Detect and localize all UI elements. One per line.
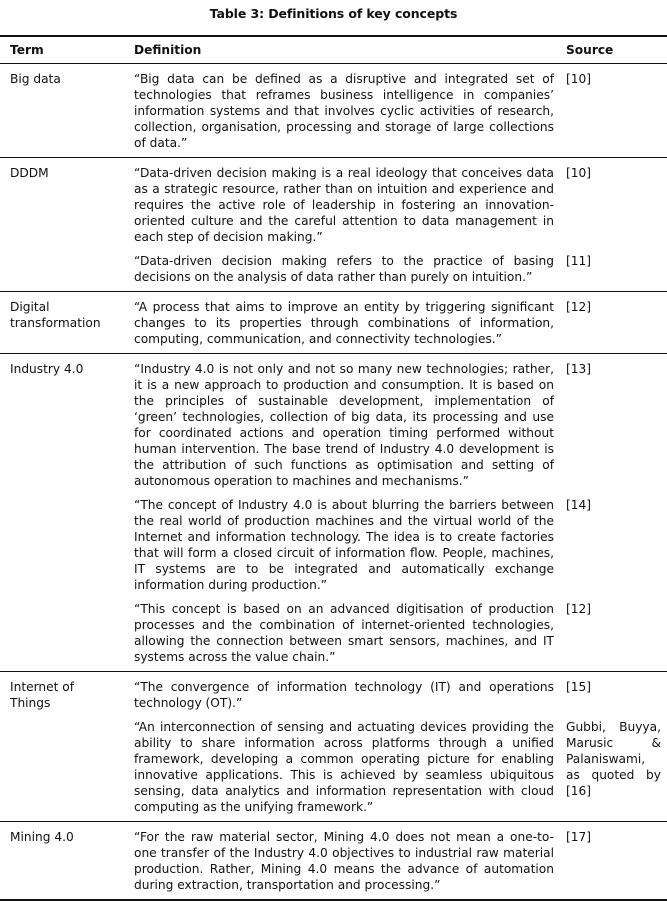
source-cell: [14]	[566, 498, 592, 512]
table-caption: Table 3: Definitions of key concepts	[209, 6, 458, 21]
row-group-big-data	[0, 64, 667, 158]
definition-cell: “The convergence of information technology (IT) and operations technology (OT).”	[134, 680, 554, 710]
table-header	[0, 36, 667, 64]
header-row	[0, 36, 667, 64]
term-cell: Big data	[10, 72, 61, 86]
row-group-industry-4-0	[0, 354, 667, 672]
source-cell: [17]	[566, 830, 592, 844]
row-group-dddm	[0, 158, 667, 292]
definition-cell: “Data-driven decision making is a real ideology that conceives data as a strategic resource, rather than on intuition and experience and requires the active role of leadership in fostering an innovation-oriented culture and the careful attention to data management in each step of decision making.”	[134, 166, 554, 244]
row-group-mining-4-0	[0, 822, 667, 901]
definition-cell: “Big data can be defined as a disruptive and integrated set of technologies that reframes business intelligence in companies’ information systems and that involves cyclic activities of research, collection, organisation, processing and storage of large collections of data.”	[134, 72, 554, 150]
table-row	[0, 672, 667, 712]
term-cell: Digital transformation	[10, 300, 101, 330]
term-cell: Internet of Things	[10, 680, 75, 710]
header-definition: Definition	[134, 43, 202, 57]
source-cell: [13]	[566, 362, 592, 376]
source-cell: Gubbi, Buyya, Marusic & Palaniswami, as quoted by [16]	[566, 720, 661, 798]
definition-cell: “Data-driven decision making refers to the practice of basing decisions on the analysis of data rather than purely on intuition.”	[134, 254, 554, 284]
table-row	[0, 822, 667, 901]
definitions-table	[0, 35, 667, 901]
term-cell: DDDM	[10, 166, 49, 180]
source-cell: [10]	[566, 166, 592, 180]
definition-cell: “The concept of Industry 4.0 is about blurring the barriers between the real world of production machines and the virtual world of the Internet and information technology. The idea is to create factories that will form a closed circuit of information flow. People, machines, IT systems are to be integrated and automatically exchange information during production.”	[134, 498, 554, 592]
row-group-digital-transformation	[0, 292, 667, 354]
source-cell: [15]	[566, 680, 592, 694]
term-cell: Mining 4.0	[10, 830, 74, 844]
table-row	[0, 64, 667, 158]
table-row	[0, 292, 667, 354]
source-cell: [12]	[566, 602, 592, 616]
source-cell: [10]	[566, 72, 592, 86]
source-cell: [11]	[566, 254, 592, 268]
header-source: Source	[566, 43, 614, 57]
table-row	[0, 354, 667, 490]
term-cell: Industry 4.0	[10, 362, 84, 376]
definition-cell: “For the raw material sector, Mining 4.0 does not mean a one-to-one transfer of the Industry 4.0 objectives to industrial raw material production. Rather, Mining 4.0 means the advance of automation during extraction, transportation and processing.”	[134, 830, 554, 892]
row-group-internet-of-things	[0, 672, 667, 822]
header-term: Term	[10, 43, 44, 57]
source-cell: [12]	[566, 300, 592, 314]
definition-cell: “An interconnection of sensing and actuating devices providing the ability to share information across platforms through a unified framework, developing a common operating picture for enabling innovative applications. This is achieved by seamless ubiquitous sensing, data analytics and information representation with cloud computing as the unifying framework.”	[134, 720, 554, 814]
definition-cell: “A process that aims to improve an entity by triggering significant changes to its properties through combinations of information, computing, communication, and connectivity technologies.”	[134, 300, 554, 346]
definition-cell: “This concept is based on an advanced digitisation of production processes and the combination of internet-oriented technologies, allowing the connection between smart sensors, machines, and IT systems across the value chain.”	[134, 602, 554, 664]
definition-cell: “Industry 4.0 is not only and not so many new technologies; rather, it is a new approach to production and consumption. It is based on the principles of sustainable development, implementation of ‘green’ technologies, collection of big data, its processing and use for coordinated actions and operation timing performed without human intervention. The base trend of Industry 4.0 development is the attribution of such functions as optimisation and setting of autonomous operation to machines and mechanisms.”	[134, 362, 554, 488]
table-row	[0, 158, 667, 246]
